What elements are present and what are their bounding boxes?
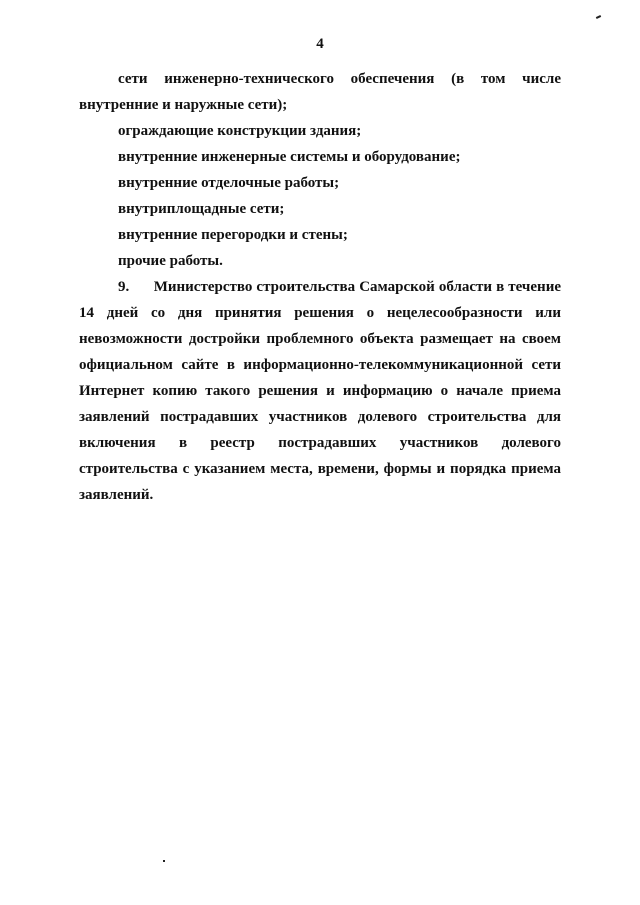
paragraph-item-9: 9. Министерство строительства Самарской области в течение 14 дней со дня принятия решения о нецелесообразности или невозможности достройки проблемного объекта размещает на своем официальном сайте в информационно-телекоммуникационной сети Интернет копию такого решения и информацию о начале приема заявлений пострадавших участников долевого строительства для включения в реестр пострадавших участников долевого строительства с указанием места, времени, формы и порядка приема заявлений.	[79, 279, 561, 503]
paragraph-engineering-systems: внутренние инженерные системы и оборудование;	[118, 149, 461, 165]
paragraph-enclosing-structures: ограждающие конструкции здания;	[118, 123, 362, 139]
page-number: 4	[316, 36, 324, 52]
document-body	[79, 66, 561, 508]
paragraph-networks: сети инженерно-технического обеспечения (в том числе внутренние и наружные сети);	[79, 71, 561, 113]
paragraph-finishing-works: внутренние отделочные работы;	[118, 175, 340, 191]
scan-speck	[596, 15, 601, 19]
paragraph-other-works: прочие работы.	[118, 253, 223, 269]
paragraph-partitions-walls: внутренние перегородки и стены;	[118, 227, 348, 243]
scan-speck	[163, 860, 165, 862]
paragraph-site-networks: внутриплощадные сети;	[118, 201, 285, 217]
